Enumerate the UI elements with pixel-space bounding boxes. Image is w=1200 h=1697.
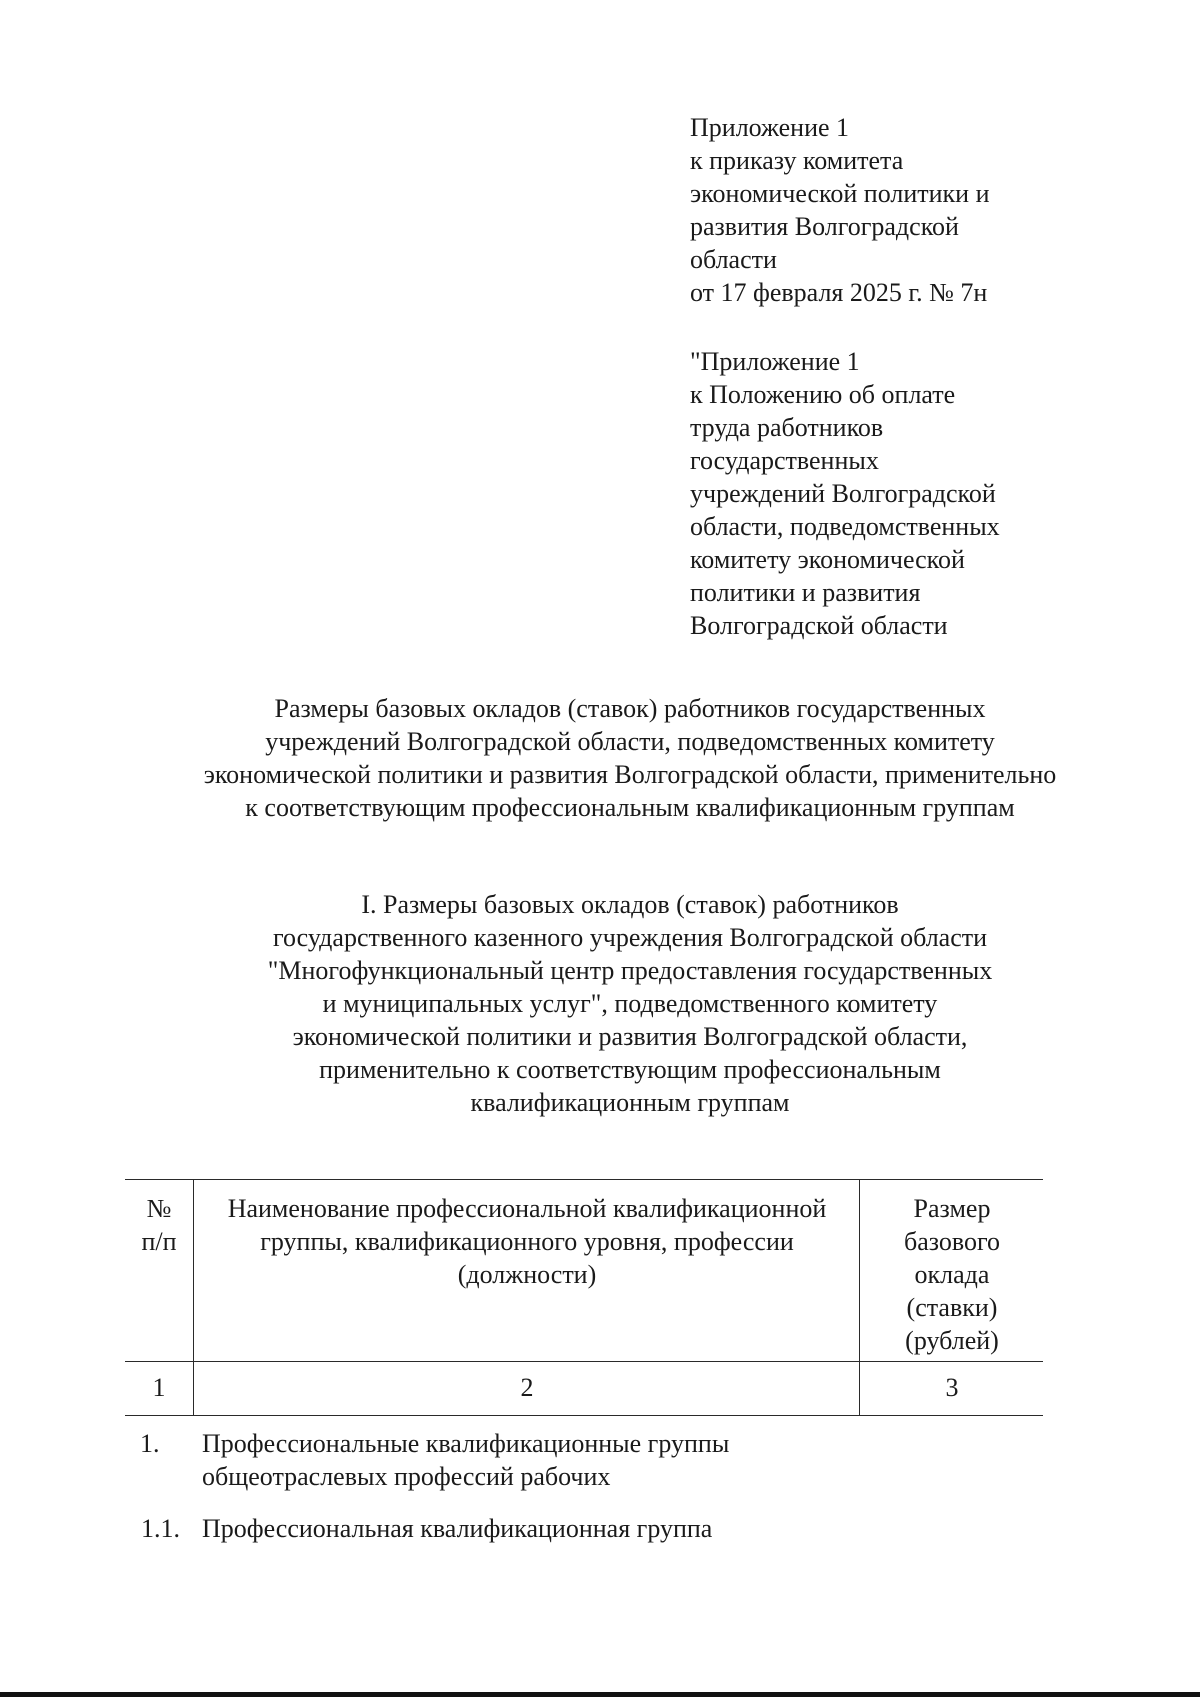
section-title-line: I. Размеры базовых окладов (ставок) работников — [361, 890, 899, 919]
annex-quote-line: политики и развития — [690, 578, 921, 607]
header-cell-name — [195, 1192, 859, 1291]
header-text: Наименование профессиональной квалификационной — [227, 1194, 827, 1223]
column-number-cell — [125, 1371, 193, 1404]
header-cell-number — [125, 1192, 193, 1258]
section-title-line: "Многофункциональный центр предоставления государственных — [267, 956, 993, 985]
annex-quote-line: комитету экономической — [690, 545, 965, 574]
header-text: (ставки) — [906, 1293, 998, 1322]
column-number-cell — [195, 1371, 859, 1404]
column-number-cell — [861, 1371, 1043, 1404]
list-item — [125, 1512, 1025, 1548]
annex-header-line: области — [690, 245, 777, 274]
list-item — [125, 1427, 1025, 1497]
document-title-line: экономической политики и развития Волгоградской области, применительно — [203, 760, 1057, 789]
header-text: № — [146, 1194, 172, 1223]
table-top-rule — [125, 1179, 1043, 1180]
table-col-divider — [859, 1179, 860, 1415]
table-bottom-rule — [125, 1415, 1043, 1416]
document-title-line: к соответствующим профессиональным квалификационным группам — [245, 793, 1015, 822]
table-header-rule — [125, 1361, 1043, 1362]
list-item-line: общеотраслевых профессий рабочих — [202, 1462, 611, 1491]
column-number: 1 — [152, 1373, 166, 1402]
header-text: п/п — [141, 1227, 177, 1256]
header-text: Размер — [913, 1194, 991, 1223]
list-item-text — [202, 1427, 729, 1493]
header-cell-salary — [861, 1192, 1043, 1357]
annex-header — [690, 111, 1050, 309]
annex-quote — [690, 345, 1050, 642]
annex-quote-line: Волгоградской области — [690, 611, 948, 640]
page-bottom-edge — [0, 1692, 1200, 1697]
list-item-text — [202, 1512, 712, 1545]
annex-header-line: экономической политики и — [690, 179, 990, 208]
document-title-line: Размеры базовых окладов (ставок) работников государственных — [274, 694, 986, 723]
header-text: (рублей) — [905, 1326, 999, 1355]
annex-quote-line: государственных — [690, 446, 879, 475]
section-title-line: государственного казенного учреждения Волгоградской области — [272, 923, 988, 952]
list-item-number: 1. — [140, 1429, 160, 1458]
annex-quote-line: области, подведомственных — [690, 512, 1000, 541]
list-item-line: Профессиональная квалификационная группа — [202, 1514, 713, 1543]
header-text: (должности) — [457, 1260, 597, 1289]
document-title-line: учреждений Волгоградской области, подведомственных комитету — [265, 727, 995, 756]
annex-quote-line: учреждений Волгоградской — [690, 479, 996, 508]
annex-header-line: Приложение 1 — [690, 113, 850, 142]
section-title-line: квалификационным группам — [470, 1088, 790, 1117]
section-title-line: и муниципальных услуг", подведомственного комитету — [322, 989, 938, 1018]
annex-quote-line: труда работников — [690, 413, 884, 442]
table-col-divider — [193, 1179, 194, 1415]
column-number: 2 — [520, 1373, 534, 1402]
annex-header-line: развития Волгоградской — [690, 212, 959, 241]
annex-quote-line: "Приложение 1 — [690, 347, 860, 376]
list-item-number: 1.1. — [141, 1514, 180, 1543]
list-item-line: Профессиональные квалификационные группы — [202, 1429, 730, 1458]
column-number: 3 — [945, 1373, 959, 1402]
section-title-line: применительно к соответствующим профессиональным — [319, 1055, 941, 1084]
header-text: базового — [903, 1227, 1000, 1256]
annex-header-line: к приказу комитета — [690, 146, 904, 175]
section-title-line: экономической политики и развития Волгоградской области, — [292, 1022, 968, 1051]
section-title — [100, 888, 1160, 1119]
header-text: группы, квалификационного уровня, профессии — [260, 1227, 794, 1256]
document-title — [100, 692, 1160, 824]
annex-header-line: от 17 февраля 2025 г. № 7н — [690, 278, 988, 307]
annex-quote-line: к Положению об оплате — [690, 380, 956, 409]
header-text: оклада — [914, 1260, 990, 1289]
